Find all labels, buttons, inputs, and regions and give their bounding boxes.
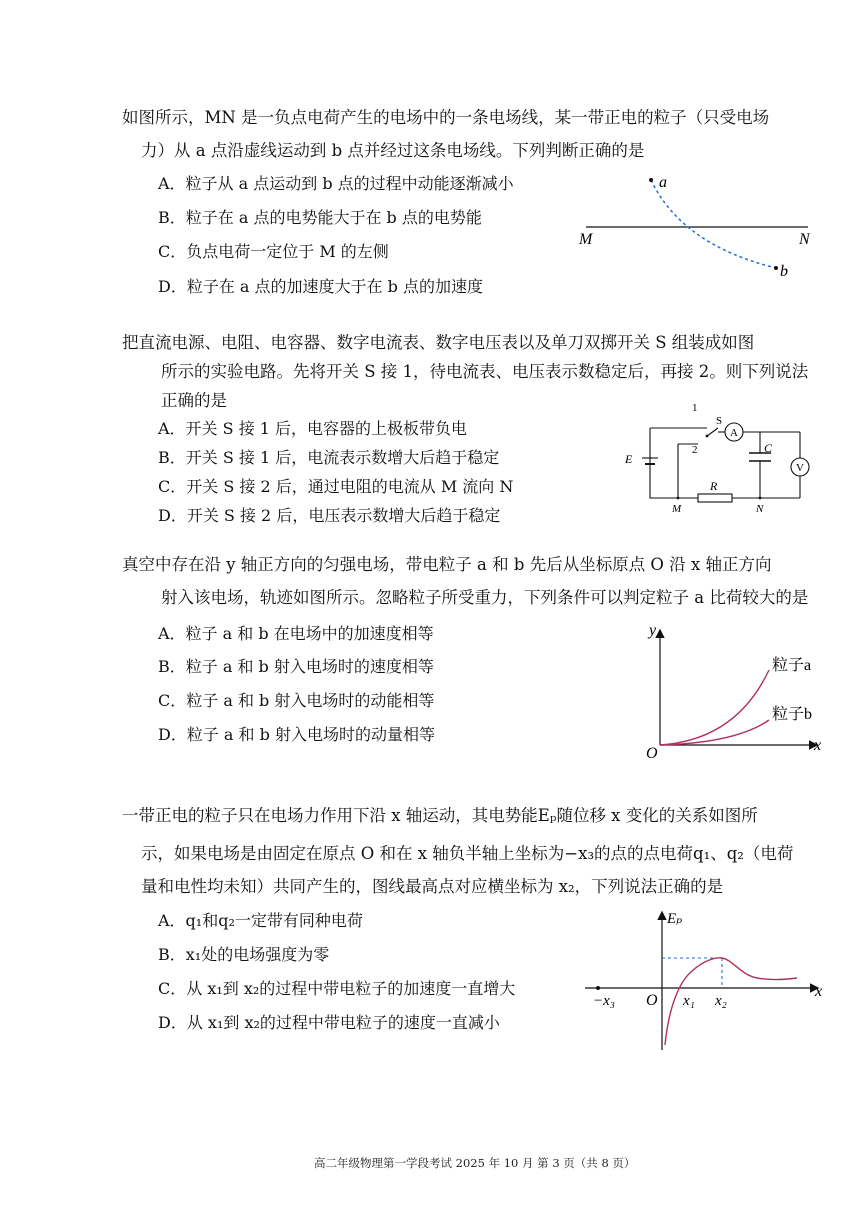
question-11-figure <box>636 615 832 761</box>
point-neg-x3 <box>596 986 600 990</box>
x-axis-label: x <box>814 737 822 754</box>
point-a-dot <box>649 178 653 182</box>
question-9-option-b: B．粒子在 a 点的电势能大于在 b 点的电势能 <box>158 208 482 227</box>
label-n: N <box>756 503 764 515</box>
question-12-figure <box>585 905 830 1055</box>
question-10-stem-line-2: 所示的实验电路。先将开关 S 接 1，待电流表、电压表示数稳定后，再接 2。则下列说法 <box>161 362 809 381</box>
label-m: M <box>579 231 593 248</box>
question-12-stem-line-3: 量和电性均未知）共同产生的，图线最高点对应横坐标为 x₂，下列说法正确的是 <box>141 877 724 896</box>
label-a: a <box>659 174 667 191</box>
question-9-option-a: A．粒子从 a 点运动到 b 点的过程中动能逐渐减小 <box>158 174 514 193</box>
label-1: 1 <box>692 402 698 414</box>
y-axis-label: y <box>649 622 657 639</box>
label-b: b <box>780 263 788 280</box>
question-9-option-d: D．粒子在 a 点的加速度大于在 b 点的加速度 <box>158 277 483 296</box>
resistor <box>698 494 732 502</box>
question-11-stem-line-1: 真空中存在沿 y 轴正方向的匀强电场，带电粒子 a 和 b 先后从坐标原点 O 沿 x 轴正方向 <box>122 555 772 574</box>
question-10-option-c: C．开关 S 接 2 后，通过电阻的电流从 M 流向 N <box>158 477 514 496</box>
x-axis-label: x <box>815 983 823 1000</box>
label-x2: x₂ <box>715 993 727 1009</box>
particle-trajectory <box>651 180 776 268</box>
question-10-stem-line-1: 把直流电源、电阻、电容器、数字电流表、数字电压表以及单刀双掷开关 S 组装成如图 <box>122 333 755 352</box>
question-9-stem-line-2: 力）从 a 点沿虚线运动到 b 点并经过这条电场线。下列判断正确的是 <box>141 141 645 160</box>
question-12-option-c: C．从 x₁到 x₂的过程中带电粒子的加速度一直增大 <box>158 979 516 998</box>
question-9-stem-line-1: 如图所示，MN 是一负点电荷产生的电场中的一条电场线，某一带正电的粒子（只受电场 <box>122 108 770 127</box>
label-c: C <box>764 441 773 455</box>
trajectory-a <box>660 670 769 745</box>
question-10-stem-line-3: 正确的是 <box>161 391 227 410</box>
origin-label: O <box>646 745 658 761</box>
question-10-option-d: D．开关 S 接 2 后，电压表示数增大后趋于稳定 <box>158 506 501 525</box>
question-12-option-d: D．从 x₁到 x₂的过程中带电粒子的速度一直减小 <box>158 1013 500 1032</box>
switch-contact-1 <box>706 435 709 438</box>
question-10-option-b: B．开关 S 接 1 后，电流表示数增大后趋于稳定 <box>158 448 500 467</box>
label-m: M <box>672 503 682 515</box>
question-9-figure <box>572 170 822 282</box>
question-11-option-c: C．粒子 a 和 b 射入电场时的动能相等 <box>158 691 435 710</box>
switch-blade <box>707 428 718 436</box>
question-12-stem-line-1: 一带正电的粒子只在电场力作用下沿 x 轴运动，其电势能Eₚ随位移 x 变化的关系如图所 <box>122 806 758 825</box>
ammeter-label: A <box>730 427 738 439</box>
label-particle-a: 粒子a <box>772 657 812 674</box>
question-12-option-a: A．q₁和q₂一定带有同种电荷 <box>158 911 363 930</box>
question-12-option-b: B．x₁处的电场强度为零 <box>158 945 330 964</box>
label-particle-b: 粒子b <box>772 706 813 723</box>
label-neg-x3: −x₃ <box>593 993 615 1009</box>
page-footer: 高二年级物理第一学段考试 2025 年 10 月 第 3 页（共 8 页） <box>314 1156 636 1170</box>
point-b-dot <box>774 266 778 270</box>
label-r: R <box>710 479 718 493</box>
question-11-option-d: D．粒子 a 和 b 射入电场时的动量相等 <box>158 725 435 744</box>
origin-label: O <box>646 992 658 1009</box>
question-11-option-b: B．粒子 a 和 b 射入电场时的速度相等 <box>158 657 434 676</box>
label-e: E <box>625 452 633 466</box>
label-s: S <box>716 415 723 427</box>
question-11-stem-line-2: 射入该电场，轨迹如图所示。忽略粒子所受重力，下列条件可以判定粒子 a 比荷较大的是 <box>161 588 809 607</box>
label-x1: x₁ <box>683 993 695 1009</box>
question-10-circuit-figure <box>618 398 818 516</box>
trajectory-b <box>660 720 769 745</box>
question-9-option-c: C．负点电荷一定位于 M 的左侧 <box>158 242 389 261</box>
question-11-option-a: A．粒子 a 和 b 在电场中的加速度相等 <box>158 624 434 643</box>
question-10-option-a: A．开关 S 接 1 后，电容器的上极板带负电 <box>158 419 468 438</box>
question-12-stem-line-2: 示，如果电场是由固定在原点 O 和在 x 轴负半轴上坐标为−x₃的点的点电荷q₁、q₂（电荷 <box>141 844 794 863</box>
junction-n <box>759 497 762 500</box>
label-2: 2 <box>692 444 698 456</box>
label-n: N <box>799 231 810 248</box>
junction-m <box>677 497 680 500</box>
voltmeter-label: V <box>796 462 804 474</box>
ep-axis-label: Eₚ <box>667 911 683 927</box>
